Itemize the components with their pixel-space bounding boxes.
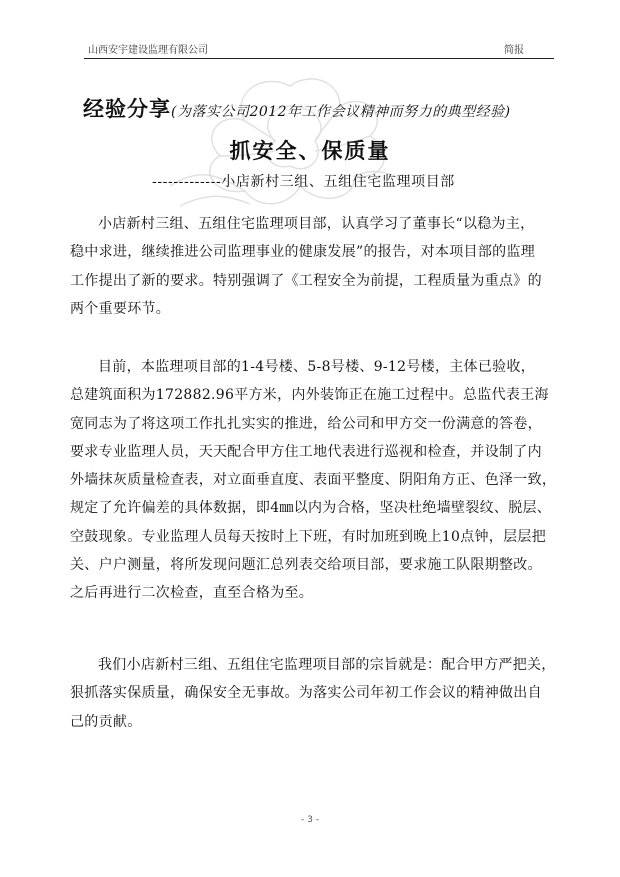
paragraph-line: 总建筑面积为172882.96平方米，内外装饰正在施工过程中。总监代表王海 [70, 387, 549, 404]
paragraph-line: 己的贡献。 [70, 713, 142, 730]
paragraph-line: 目前，本监理项目部的1-4号楼、5-8号楼、9-12号楼，主体已验收， [98, 359, 536, 375]
page-header [84, 43, 554, 59]
paragraph-line: 关、户户测量，将所发现问题汇总列表交给项目部，要求施工队限期整改。 [70, 557, 542, 574]
paragraph-line: 规定了允许偏差的具体数据，即4㎜以内为合格，坚决杜绝墙壁裂纹、脱层、 [70, 500, 552, 517]
paragraph-line: 我们小店新村三组、五组住宅监理项目部的宗旨就是：配合甲方严把关， [98, 657, 556, 673]
paragraph-2 [70, 353, 555, 608]
page-number: - 3 - [301, 815, 319, 825]
header-company-name: 山西安宇建设监理有限公司 [88, 45, 208, 56]
paragraph-line: 小店新村三组、五组住宅监理项目部，认真学习了董事长“以稳为主， [98, 216, 535, 232]
paragraph-line: 要求专业监理人员，天天配合甲方住工地代表进行巡视和检查，并设制了内 [70, 443, 542, 460]
paragraph-1 [70, 210, 555, 323]
paragraph-line: 宽同志为了将这项工作扎扎实实的推进，给公司和甲方交一份满意的答卷， [70, 415, 542, 432]
paragraph-line: 两个重要环节。 [70, 300, 171, 317]
article-byline: -------------小店新村三组、五组住宅监理项目部 [152, 174, 455, 190]
article-title [83, 93, 511, 123]
article-subject-heading: 抓安全、保质量 [229, 138, 391, 163]
paragraph-line: 之后再进行二次检查，直至合格为至。 [70, 585, 314, 602]
paragraph-3 [70, 651, 555, 736]
paragraph-line: 狠抓落实保质量，确保安全无事故。为落实公司年初工作会议的精神做出自 [70, 685, 542, 702]
title-main: 经验分享 [83, 96, 171, 121]
paragraph-line: 工作提出了新的要求。特别强调了《工程安全为前提，工程质量为重点》的 [70, 272, 542, 289]
paragraph-line: 外墙抹灰质量检查表，对立面垂直度、表面平整度、阴阳角方正、色泽一致， [70, 472, 557, 489]
title-subtitle: (为落实公司2012年工作会议精神而努力的典型经验) [171, 104, 511, 120]
paragraph-line: 空鼓现象。专业监理人员每天按时上下班，有时加班到晚上10点钟，层层把 [70, 528, 547, 545]
header-doc-type: 简报 [504, 45, 524, 56]
paragraph-line: 稳中求进，继续推进公司监理事业的健康发展”的报告，对本项目部的监理 [70, 244, 536, 261]
